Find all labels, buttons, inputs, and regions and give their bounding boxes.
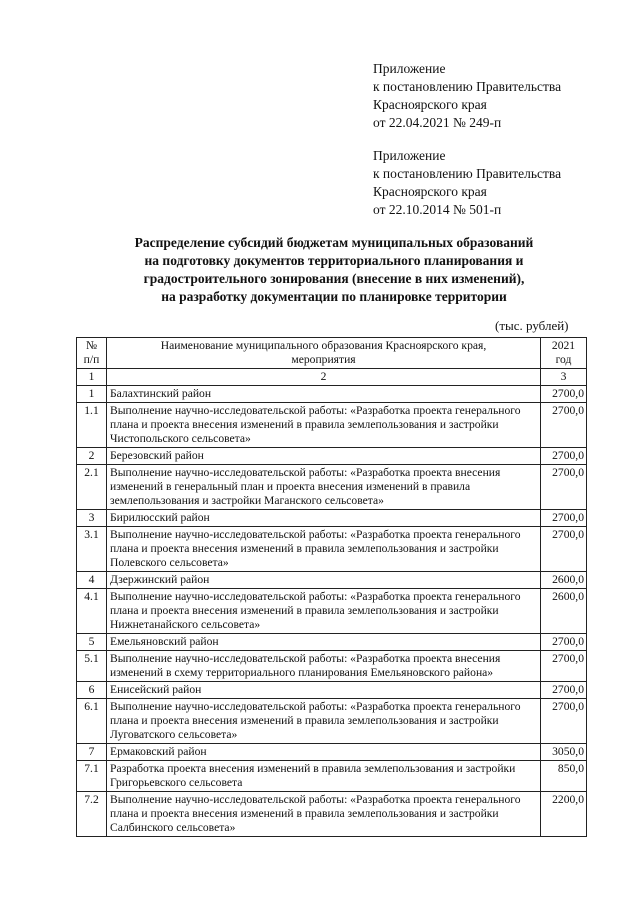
row-value: 2700,0 bbox=[541, 448, 587, 465]
table-row bbox=[77, 744, 587, 761]
appendix-line: от 22.04.2021 № 249-п bbox=[373, 115, 502, 130]
header-name-line: мероприятия bbox=[291, 353, 356, 366]
row-value: 850,0 bbox=[541, 761, 587, 792]
appendix-line: к постановлению Правительства bbox=[373, 166, 562, 181]
header-number-line: № bbox=[85, 339, 98, 352]
header-year-line: год bbox=[555, 353, 572, 366]
header-number-line: п/п bbox=[83, 353, 100, 366]
row-number: 2.1 bbox=[77, 465, 107, 510]
row-number: 7.2 bbox=[77, 792, 107, 837]
appendix-block-original bbox=[373, 147, 561, 219]
table-header-row bbox=[77, 338, 587, 369]
column-number-row bbox=[77, 369, 587, 386]
column-number: 3 bbox=[541, 369, 587, 386]
table-row bbox=[77, 572, 587, 589]
header-number bbox=[77, 338, 107, 369]
appendix-line: Красноярского края bbox=[373, 184, 487, 199]
row-name: Выполнение научно-исследовательской работы: «Разработка проекта внесения изменений в схему территориального планирования Емельяновского района» bbox=[107, 651, 541, 682]
row-name: Дзержинский район bbox=[107, 572, 541, 589]
table-row bbox=[77, 651, 587, 682]
table-row bbox=[77, 403, 587, 448]
table-row bbox=[77, 699, 587, 744]
table-row bbox=[77, 386, 587, 403]
table-row bbox=[77, 510, 587, 527]
column-number: 2 bbox=[107, 369, 541, 386]
row-value: 2200,0 bbox=[541, 792, 587, 837]
table-row bbox=[77, 792, 587, 837]
row-name: Бирилюсский район bbox=[107, 510, 541, 527]
row-value: 2700,0 bbox=[541, 682, 587, 699]
table-row bbox=[77, 527, 587, 572]
table-row bbox=[77, 634, 587, 651]
row-number: 1.1 bbox=[77, 403, 107, 448]
row-name: Енисейский район bbox=[107, 682, 541, 699]
table-row bbox=[77, 465, 587, 510]
header-name bbox=[107, 338, 541, 369]
row-number: 6 bbox=[77, 682, 107, 699]
row-value: 2600,0 bbox=[541, 572, 587, 589]
row-name: Березовский район bbox=[107, 448, 541, 465]
units-label: (тыс. рублей) bbox=[495, 318, 569, 333]
title-line: Распределение субсидий бюджетам муниципальных образований bbox=[134, 235, 534, 250]
row-value: 2700,0 bbox=[541, 699, 587, 744]
table-row bbox=[77, 761, 587, 792]
header-name-line: Наименование муниципального образования Красноярского края, bbox=[160, 339, 487, 352]
row-number: 5 bbox=[77, 634, 107, 651]
row-number: 1 bbox=[77, 386, 107, 403]
appendix-line: к постановлению Правительства bbox=[373, 79, 562, 94]
row-value: 2700,0 bbox=[541, 634, 587, 651]
title-line: градостроительного зонирования (внесение в них изменений), bbox=[143, 271, 525, 286]
row-number: 4.1 bbox=[77, 589, 107, 634]
appendix-block-current bbox=[373, 60, 561, 132]
appendix-line: от 22.10.2014 № 501-п bbox=[373, 202, 502, 217]
row-value: 2700,0 bbox=[541, 465, 587, 510]
row-value: 2700,0 bbox=[541, 510, 587, 527]
appendix-line: Красноярского края bbox=[373, 97, 487, 112]
row-name: Выполнение научно-исследовательской работы: «Разработка проекта генерального плана и проекта внесения изменений в правила землепользования и застройки Салбинского сельсовета» bbox=[107, 792, 541, 837]
table-row bbox=[77, 448, 587, 465]
row-number: 7.1 bbox=[77, 761, 107, 792]
row-value: 2700,0 bbox=[541, 527, 587, 572]
row-name: Выполнение научно-исследовательской работы: «Разработка проекта генерального плана и проекта внесения изменений в правила землепользования и застройки Луговатского сельсовета» bbox=[107, 699, 541, 744]
row-name: Выполнение научно-исследовательской работы: «Разработка проекта генерального плана и проекта внесения изменений в правила землепользования и застройки Нижнетанайского сельсовета» bbox=[107, 589, 541, 634]
row-name: Выполнение научно-исследовательской работы: «Разработка проекта внесения изменений в генеральный план и проекта внесения изменений в правила землепользования и застройки Маганского сельсовета» bbox=[107, 465, 541, 510]
row-name: Выполнение научно-исследовательской работы: «Разработка проекта генерального плана и проекта внесения изменений в правила землепользования и застройки Чистопольского сельсовета» bbox=[107, 403, 541, 448]
header-year bbox=[541, 338, 587, 369]
row-number: 3.1 bbox=[77, 527, 107, 572]
row-name: Выполнение научно-исследовательской работы: «Разработка проекта генерального плана и проекта внесения изменений в правила землепользования и застройки Полевского сельсовета» bbox=[107, 527, 541, 572]
row-number: 2 bbox=[77, 448, 107, 465]
row-name: Разработка проекта внесения изменений в правила землепользования и застройки Григорьевского сельсовета bbox=[107, 761, 541, 792]
table-row bbox=[77, 589, 587, 634]
row-number: 3 bbox=[77, 510, 107, 527]
subsidy-table bbox=[76, 337, 587, 837]
row-name: Емельяновский район bbox=[107, 634, 541, 651]
title-line: на подготовку документов территориального планирования и bbox=[144, 253, 524, 268]
row-number: 4 bbox=[77, 572, 107, 589]
document-title bbox=[64, 234, 604, 306]
row-number: 7 bbox=[77, 744, 107, 761]
row-name: Балахтинский район bbox=[107, 386, 541, 403]
row-value: 2700,0 bbox=[541, 403, 587, 448]
row-value: 3050,0 bbox=[541, 744, 587, 761]
table-row bbox=[77, 682, 587, 699]
header-year-line: 2021 bbox=[551, 339, 576, 352]
row-number: 5.1 bbox=[77, 651, 107, 682]
row-number: 6.1 bbox=[77, 699, 107, 744]
appendix-line: Приложение bbox=[373, 61, 446, 76]
row-value: 2700,0 bbox=[541, 651, 587, 682]
row-value: 2700,0 bbox=[541, 386, 587, 403]
column-number: 1 bbox=[77, 369, 107, 386]
row-name: Ермаковский район bbox=[107, 744, 541, 761]
row-value: 2600,0 bbox=[541, 589, 587, 634]
title-line: на разработку документации по планировке территории bbox=[161, 289, 507, 304]
appendix-line: Приложение bbox=[373, 148, 446, 163]
